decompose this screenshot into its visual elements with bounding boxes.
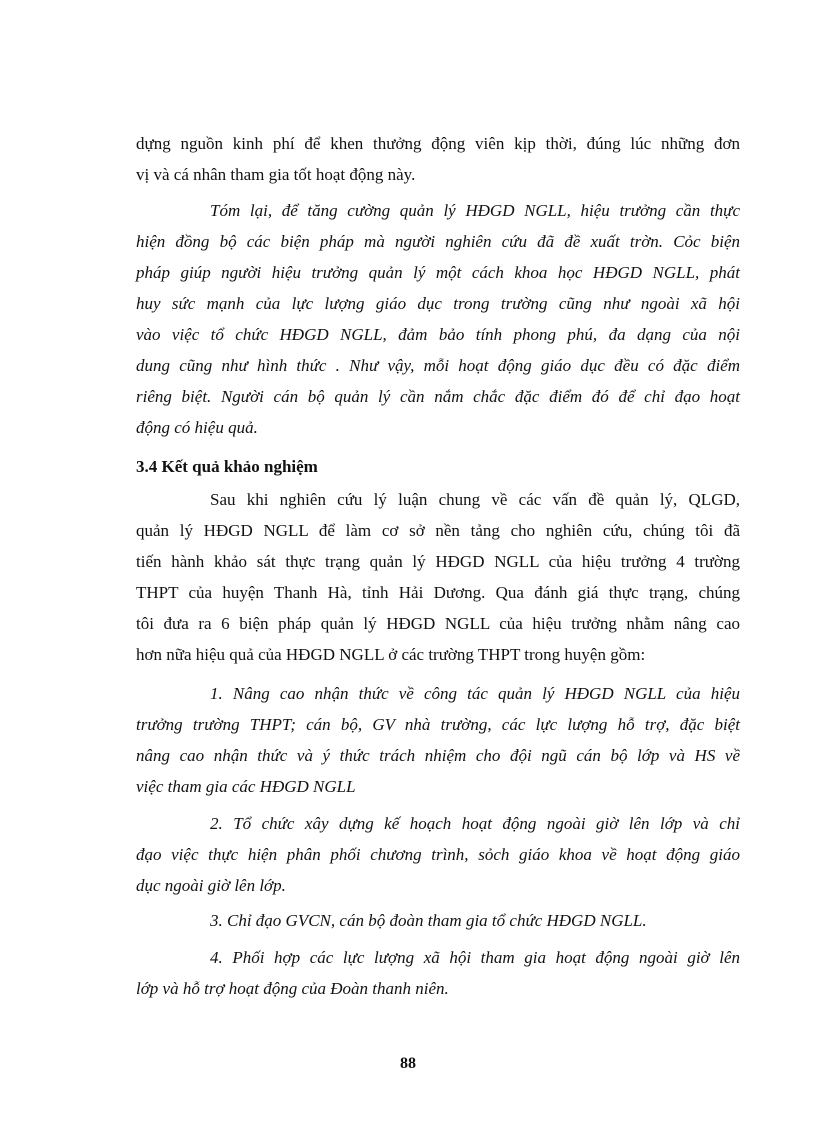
text-line: quản lý HĐGD NGLL để làm cơ sở nền tảng cho nghiên cứu, chúng tôi đã <box>136 521 740 540</box>
summary-paragraph <box>136 195 740 443</box>
text-line: 2. Tổ chức xây dựng kế hoạch hoạt động ngoài giờ lên lớp và chỉ <box>210 814 740 833</box>
text-line: pháp giúp người hiệu trưởng quản lý một cách khoa học HĐGD NGLL, phát <box>136 263 740 282</box>
text-line: riêng biệt. Người cán bộ quản lý cần nắm chắc đặc điểm đó để chỉ đạo hoạt <box>136 387 740 406</box>
list-item <box>136 678 740 802</box>
text-line: vị và cá nhân tham gia tốt hoạt động này. <box>136 165 416 184</box>
list-item <box>136 942 740 1004</box>
text-line: động có hiệu quả. <box>136 418 258 437</box>
page-number: 88 <box>400 1055 416 1072</box>
text-line: dục ngoài giờ lên lớp. <box>136 876 286 895</box>
list-item <box>136 905 740 936</box>
list-item <box>136 808 740 901</box>
text-line: trưởng trường THPT; cán bộ, GV nhà trường, các lực lượng hỗ trợ, đặc biệt <box>136 715 740 734</box>
text-line: việc tham gia các HĐGD NGLL <box>136 777 356 796</box>
text-line: đạo việc thực hiện phân phối chương trình, sỏch giáo khoa về hoạt động giáo <box>136 845 740 864</box>
text-line: THPT của huyện Thanh Hà, tỉnh Hải Dương. Qua đánh giá thực trạng, chúng <box>136 583 740 602</box>
text-line: hơn nữa hiệu quả của HĐGD NGLL ở các trường THPT trong huyện gồm: <box>136 645 646 664</box>
text-line: Sau khi nghiên cứu lý luận chung về các vấn đề quản lý, QLGD, <box>210 490 740 509</box>
text-line: 3. Chỉ đạo GVCN, cán bộ đoàn tham gia tổ chức HĐGD NGLL. <box>210 911 647 930</box>
text-line: dung cũng như hình thức . Như vậy, mỗi hoạt động giáo dục đều có đặc điểm <box>136 356 740 375</box>
text-line: 4. Phối hợp các lực lượng xã hội tham gia hoạt động ngoài giờ lên <box>210 948 740 967</box>
section-heading <box>136 451 740 482</box>
text-line: tiến hành khảo sát thực trạng quản lý HĐGD NGLL của hiệu trưởng 4 trường <box>136 552 740 571</box>
text-line: vào việc tổ chức HĐGD NGLL, đảm bảo tính phong phú, đa dạng của nội <box>136 325 740 344</box>
text-line: 1. Nâng cao nhận thức về công tác quản lý HĐGD NGLL của hiệu <box>210 684 740 703</box>
text-line: lớp và hỗ trợ hoạt động của Đoàn thanh niên. <box>136 979 449 998</box>
section-heading-text: 3.4 Kết quả khảo nghiệm <box>136 457 318 476</box>
paragraph-continuation <box>136 128 740 190</box>
text-line: dựng nguồn kinh phí để khen thưởng động viên kịp thời, đúng lúc những đơn <box>136 134 740 153</box>
text-line: hiện đồng bộ các biện pháp mà người nghiên cứu đã đề xuất trờn. Cỏc biện <box>136 232 740 251</box>
body-paragraph <box>136 484 740 670</box>
text-line: Tóm lại, để tăng cường quản lý HĐGD NGLL, hiệu trưởng cần thực <box>210 201 740 220</box>
text-line: huy sức mạnh của lực lượng giáo dục trong trường cũng như ngoài xã hội <box>136 294 740 313</box>
text-line: nâng cao nhận thức và ý thức trách nhiệm cho đội ngũ cán bộ lớp và HS về <box>136 746 740 765</box>
text-line: tôi đưa ra 6 biện pháp quản lý HĐGD NGLL của hiệu trưởng nhằm nâng cao <box>136 614 740 633</box>
